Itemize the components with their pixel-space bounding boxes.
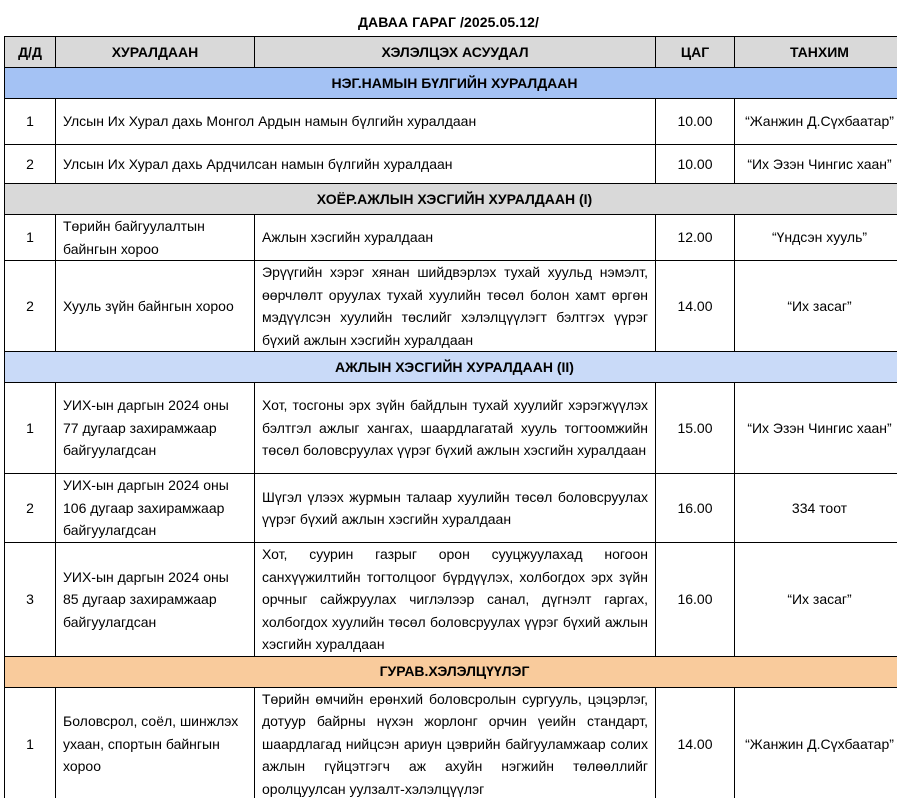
row-meeting: Улсын Их Хурал дахь Монгол Ардын намын бүлгийн хуралдаан: [56, 99, 656, 145]
row-room: “Жанжин Д.Сүхбаатар”: [735, 687, 897, 798]
row-meeting: УИХ-ын даргын 2024 оны 106 дугаар захирамжаар байгуулагдсан: [56, 474, 255, 543]
row-time: 16.00: [656, 474, 735, 543]
row-meeting: Улсын Их Хурал дахь Ардчилсан намын бүлгийн хуралдаан: [56, 145, 656, 184]
row-room: “Их Эзэн Чингис хаан”: [735, 383, 897, 474]
row-meeting: УИХ-ын даргын 2024 оны 85 дугаар захирамжаар байгуулагдсан: [56, 543, 255, 657]
row-meeting: Боловсрол, соёл, шинжлэх ухаан, спортын байнгын хороо: [56, 687, 255, 798]
header-agenda: ХЭЛЭЛЦЭХ АСУУДАЛ: [255, 37, 656, 68]
row-num: 2: [5, 145, 56, 184]
row-num: 1: [5, 215, 56, 261]
table-row: [5, 383, 897, 474]
schedule-table: [4, 36, 897, 798]
row-agenda: Хот, суурин газрыг орон сууцжуулахад ногоон санхүүжилтийн тогтолцоог бүрдүүлэх, холбогдох эрх зүйн орчныг сайжруулах чиглэлээр санал, дүгнэлт гаргах, холбогдох хуулийн төсөл боловсруулах үүрэг бүхий ажлын хэсгийн хуралдаан: [255, 543, 656, 657]
row-room: “Их Эзэн Чингис хаан”: [735, 145, 897, 184]
section-title: НЭГ.НАМЫН БҮЛГИЙН ХУРАЛДААН: [5, 68, 897, 99]
row-agenda: Шүгэл үлээх журмын талаар хуулийн төсөл боловсруулах үүрэг бүхий ажлын хэсгийн хуралдаан: [255, 474, 656, 543]
table-row: [5, 145, 897, 184]
row-meeting: Хууль зүйн байнгын хороо: [56, 261, 255, 352]
section-title: ГУРАВ.ХЭЛЭЛЦҮҮЛЭГ: [5, 656, 897, 687]
row-num: 3: [5, 543, 56, 657]
row-num: 2: [5, 261, 56, 352]
row-room: 334 тоот: [735, 474, 897, 543]
row-time: 14.00: [656, 261, 735, 352]
table-row: [5, 474, 897, 543]
row-room: “Их засаг”: [735, 261, 897, 352]
row-time: 14.00: [656, 687, 735, 798]
header-time: ЦАГ: [656, 37, 735, 68]
row-room: “Үндсэн хууль”: [735, 215, 897, 261]
header-row: [5, 37, 897, 68]
row-time: 10.00: [656, 145, 735, 184]
section-row: [5, 68, 897, 99]
table-row: [5, 261, 897, 352]
row-time: 15.00: [656, 383, 735, 474]
table-row: [5, 99, 897, 145]
row-num: 1: [5, 99, 56, 145]
row-room: “Их засаг”: [735, 543, 897, 657]
header-meeting: ХУРАЛДААН: [56, 37, 255, 68]
table-row: [5, 215, 897, 261]
row-agenda: Ажлын хэсгийн хуралдаан: [255, 215, 656, 261]
section-row: [5, 184, 897, 215]
row-time: 10.00: [656, 99, 735, 145]
row-time: 12.00: [656, 215, 735, 261]
row-meeting: УИХ-ын даргын 2024 оны 77 дугаар захирамжаар байгуулагдсан: [56, 383, 255, 474]
header-num: Д/Д: [5, 37, 56, 68]
row-agenda: Төрийн өмчийн ерөнхий боловсролын сургууль, цэцэрлэг, дотуур байрны нүхэн жорлонг орчин үеийн стандарт, шаардлагад нийцсэн ариун цэврийн байгууламжаар солих ажлын гүйцэтгэгч аж ахуйн нэгжийн төлөөллийг оролцуулсан уулзалт-хэлэлцүүлэг: [255, 687, 656, 798]
section-title: АЖЛЫН ХЭСГИЙН ХУРАЛДААН (II): [5, 352, 897, 383]
row-num: 1: [5, 687, 56, 798]
header-room: ТАНХИМ: [735, 37, 897, 68]
row-num: 2: [5, 474, 56, 543]
page-title: ДАВАА ГАРАГ /2025.05.12/: [357, 14, 540, 30]
row-agenda: Хот, тосгоны эрх зүйн байдлын тухай хуулийг хэрэгжүүлэх бэлтгэл ажлыг хангах, шаардлагатай хууль тогтоомжийн төсөл боловсруулах үүрэг бүхий ажлын хэсгийн хуралдаан: [255, 383, 656, 474]
row-meeting: Төрийн байгуулалтын байнгын хороо: [56, 215, 255, 261]
row-room: “Жанжин Д.Сүхбаатар”: [735, 99, 897, 145]
section-row: [5, 656, 897, 687]
table-row: [5, 687, 897, 798]
section-title: ХОЁР.АЖЛЫН ХЭСГИЙН ХУРАЛДААН (I): [5, 184, 897, 215]
row-agenda: Эрүүгийн хэрэг хянан шийдвэрлэх тухай хуульд нэмэлт, өөрчлөлт оруулах тухай хуулийн төсөл болон хамт өргөн мэдүүлсэн хуулийн төслийг хэлэлцүүлэгт бэлтгэх үүрэг бүхий ажлын хэсгийн хуралдаан: [255, 261, 656, 352]
section-row: [5, 352, 897, 383]
row-time: 16.00: [656, 543, 735, 657]
row-num: 1: [5, 383, 56, 474]
table-row: [5, 543, 897, 657]
